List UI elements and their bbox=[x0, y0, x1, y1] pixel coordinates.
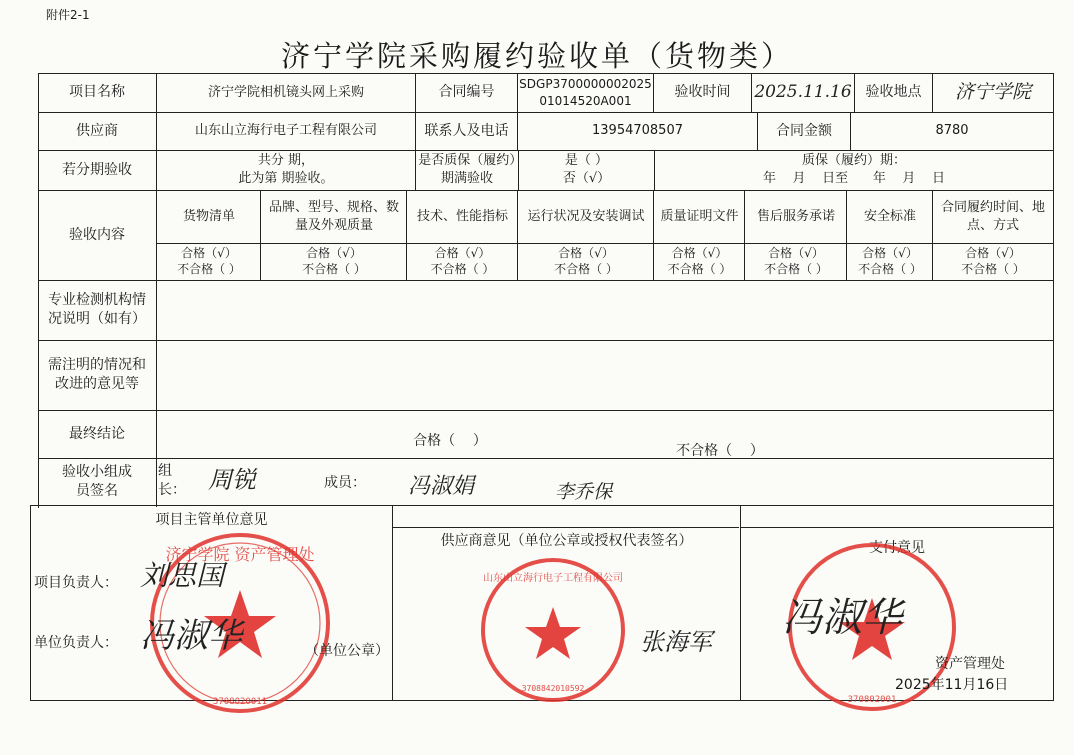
inspection-time-label: 验收时间 bbox=[674, 84, 731, 101]
contact-label: 联系人及电话 bbox=[424, 122, 509, 139]
warranty-no: 否（√） bbox=[562, 171, 611, 186]
member-signature-2: 李乔保 bbox=[555, 481, 613, 504]
acceptance-item-title: 品牌、型号、规格、数量及外观质量 bbox=[268, 199, 399, 233]
result-fail: 不合格（ ） bbox=[667, 262, 732, 276]
contract-amount-value: 8780 bbox=[935, 123, 969, 139]
result-pass: 合格（√） bbox=[768, 246, 824, 261]
stage-acceptance-label: 若分期验收 bbox=[62, 161, 132, 178]
result-fail: 不合格（ ） bbox=[554, 262, 618, 276]
result-pass: 合格（√） bbox=[558, 246, 614, 261]
inspection-agency-label: 专业检测机构情况说明（如有） bbox=[48, 292, 146, 327]
inspection-time-value: 2025.11.16 bbox=[754, 82, 852, 103]
unit-seal-note: （单位公章） bbox=[305, 642, 389, 659]
leader-label: 组长： bbox=[158, 463, 186, 498]
acceptance-item-result bbox=[848, 244, 932, 280]
supplier-opinion-title: 供应商意见（单位公章或授权代表签名） bbox=[440, 532, 693, 549]
dept-opinion-title: 项目主管单位意见 bbox=[155, 511, 268, 528]
result-fail: 不合格（ ） bbox=[764, 262, 828, 276]
warranty-yes: 是（ ） bbox=[564, 153, 609, 169]
acceptance-item-result bbox=[519, 244, 653, 280]
result-pass: 合格（√） bbox=[181, 246, 237, 261]
inspection-place-label: 验收地点 bbox=[865, 84, 922, 101]
project-leader-label: 项目负责人： bbox=[34, 574, 118, 591]
supplier-signature: 张海军 bbox=[640, 627, 712, 656]
acceptance-content-label: 验收内容 bbox=[69, 226, 125, 243]
result-pass: 合格（√） bbox=[671, 246, 728, 261]
group-signature-label: 验收小组成员签名 bbox=[62, 463, 132, 499]
result-fail: 不合格（ ） bbox=[858, 262, 922, 276]
contract-amount-label: 合同金额 bbox=[776, 122, 832, 139]
payment-opinion-title: 支付意见 bbox=[869, 539, 925, 556]
acceptance-item-title: 质量证明文件 bbox=[660, 208, 739, 224]
acceptance-item-title: 运行状况及安装调试 bbox=[527, 208, 645, 224]
notes-label: 需注明的情况和改进的意见等 bbox=[48, 357, 146, 392]
school-seal-text: 济宁学院 资产管理处 bbox=[165, 545, 315, 564]
acceptance-item-title: 售后服务承诺 bbox=[756, 208, 835, 224]
payment-signature: 冯淑华 bbox=[782, 595, 902, 641]
result-fail: 不合格（ ） bbox=[302, 262, 366, 276]
leader-signature: 周锐 bbox=[208, 465, 256, 494]
result-pass: 合格（√） bbox=[434, 246, 491, 261]
unit-leader-signature: 冯淑华 bbox=[140, 616, 242, 657]
unit-leader-label: 单位负责人： bbox=[34, 634, 118, 651]
acceptance-item-title: 合同履约时间、地点、方式 bbox=[940, 199, 1045, 233]
result-fail: 不合格（ ） bbox=[430, 262, 495, 276]
final-pass: 合格（ ） bbox=[413, 432, 487, 449]
result-pass: 合格（√） bbox=[965, 246, 1021, 261]
acceptance-item-result bbox=[746, 244, 846, 280]
result-fail: 不合格（ ） bbox=[177, 262, 241, 276]
member-label: 成员： bbox=[324, 474, 366, 491]
acceptance-item-result bbox=[655, 244, 744, 280]
supplier-label: 供应商 bbox=[76, 122, 118, 139]
member-signature-1: 冯淑娟 bbox=[408, 474, 475, 500]
warranty-choice bbox=[519, 150, 654, 190]
project-name-label: 项目名称 bbox=[69, 84, 125, 101]
result-fail: 不合格（ ） bbox=[961, 262, 1025, 276]
project-name-value: 济宁学院相机镜头网上采购 bbox=[207, 84, 364, 100]
company-seal-stamp bbox=[478, 555, 628, 705]
company-seal-text: 山东山立海行电子工程有限公司 bbox=[483, 573, 623, 584]
final-conclusion-label: 最终结论 bbox=[69, 425, 125, 442]
final-fail: 不合格（ ） bbox=[676, 442, 764, 459]
stage-total-text: 共分 期， bbox=[257, 153, 315, 169]
project-leader-signature: 刘思国 bbox=[140, 559, 225, 593]
acceptance-item-result bbox=[408, 244, 517, 280]
stage-current-text: 此为第 期验收。 bbox=[238, 171, 334, 186]
acceptance-item-result bbox=[262, 244, 406, 280]
contact-value: 13954708507 bbox=[592, 123, 683, 139]
inspection-place-value: 济宁学院 bbox=[954, 80, 1031, 103]
acceptance-item-result bbox=[158, 244, 260, 280]
company-seal-code: 3708842010592 bbox=[521, 684, 585, 693]
warranty-period-range: 年 月 日至 年 月 日 bbox=[763, 171, 945, 186]
attachment-label: 附件2-1 bbox=[46, 8, 90, 22]
supplier-value: 山东山立海行电子工程有限公司 bbox=[194, 123, 377, 139]
payment-date: 2025年11月16日 bbox=[895, 676, 1009, 693]
payment-seal-code: 370802001 bbox=[847, 695, 897, 705]
payment-office: 资产管理处 bbox=[935, 655, 1005, 672]
warranty-expiry-label: 是否质保（履约）期满验收 bbox=[418, 153, 516, 186]
contract-no-label: 合同编号 bbox=[438, 84, 495, 101]
stage-acceptance-value bbox=[157, 150, 415, 190]
acceptance-item-result bbox=[934, 244, 1052, 280]
acceptance-item-title: 货物清单 bbox=[182, 208, 235, 224]
contract-no-value: SDGP370000000202501014520A001 bbox=[519, 77, 652, 108]
warranty-period bbox=[655, 150, 1053, 190]
result-pass: 合格（√） bbox=[862, 246, 918, 261]
page-title: 济宁学院采购履约验收单（货物类） bbox=[280, 39, 793, 73]
warranty-period-title: 质保（履约）期： bbox=[801, 153, 906, 169]
acceptance-item-title: 安全标准 bbox=[863, 208, 916, 224]
acceptance-item-title: 技术、性能指标 bbox=[416, 208, 508, 224]
school-seal-code: 3708020011 bbox=[212, 697, 268, 707]
result-pass: 合格（√） bbox=[306, 246, 362, 261]
